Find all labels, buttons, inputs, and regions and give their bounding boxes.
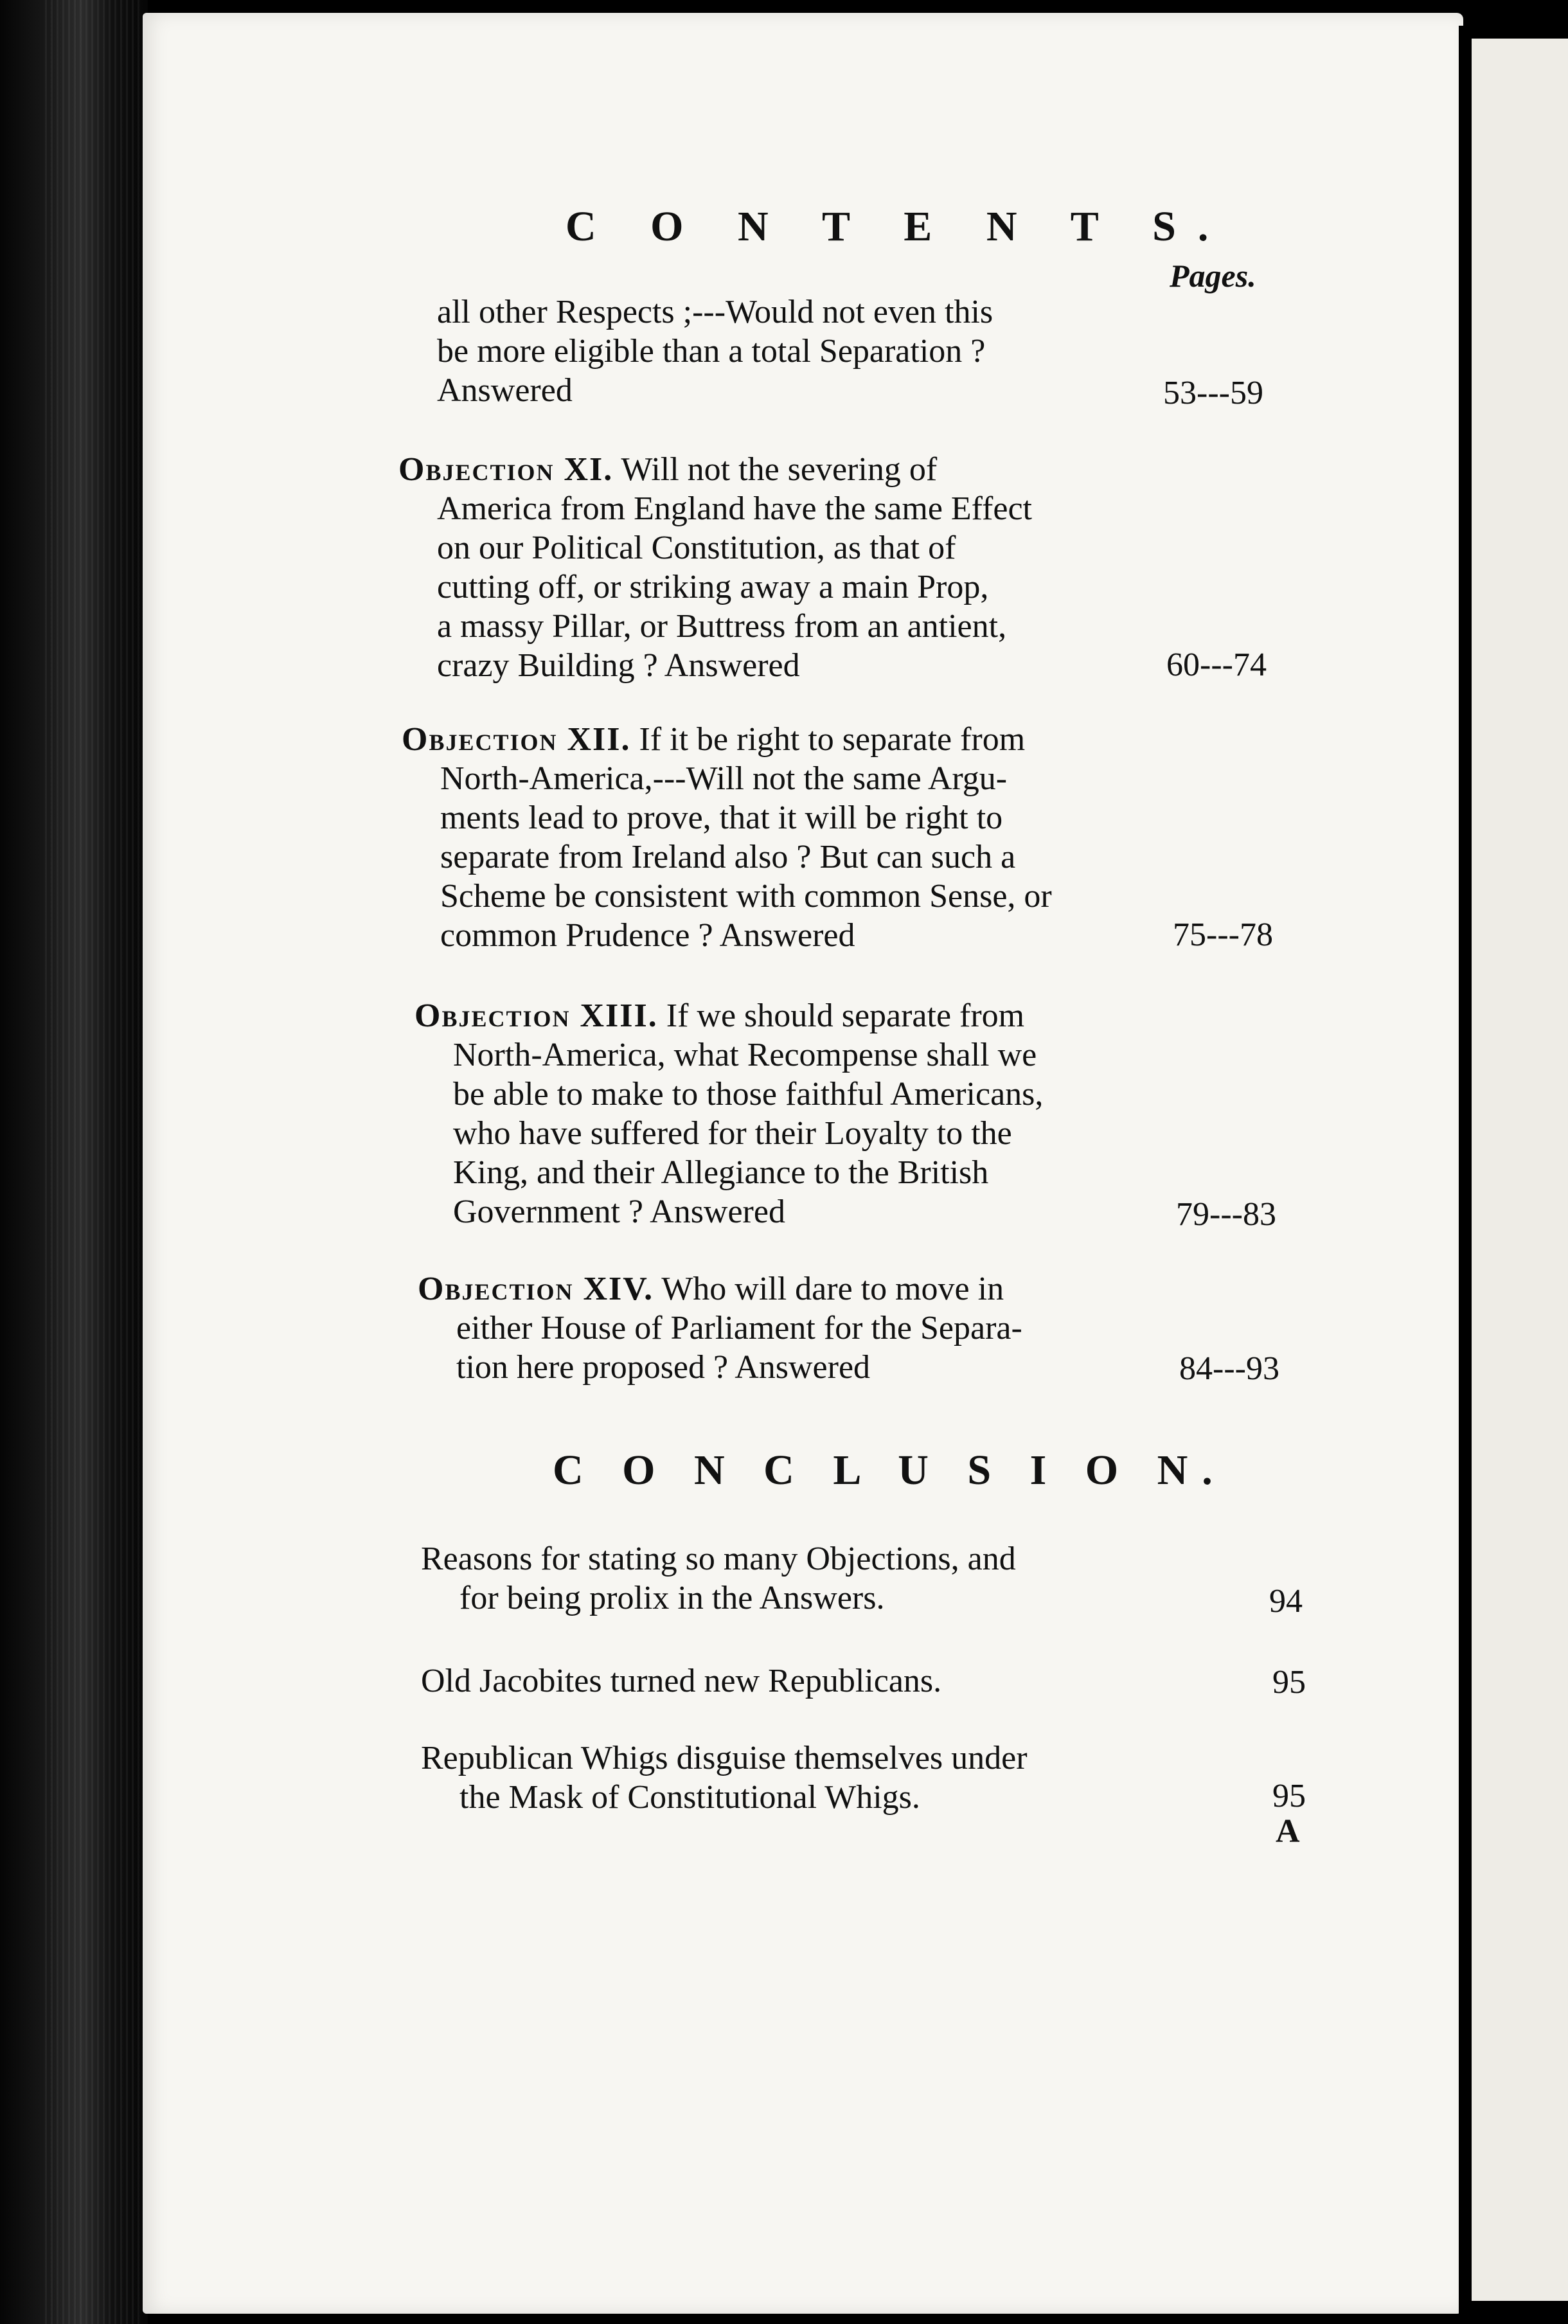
entry-line: all other Respects ;---Would not even this	[437, 294, 993, 330]
objection-label: Objection XIII.	[414, 997, 658, 1034]
contents-entry-objection-13	[414, 996, 1166, 1231]
conclusion-heading: C O N C L U S I O N.	[553, 1447, 1227, 1494]
entry-line: cutting off, or striking away a main Prop,	[437, 569, 989, 605]
entry-pages: 53---59	[1163, 375, 1263, 411]
entry-line: Answered	[437, 372, 573, 409]
entry-line: tion here proposed ? Answered	[456, 1349, 871, 1386]
entry-pages: 60---74	[1166, 647, 1267, 683]
entry-pages: 95	[1272, 1778, 1306, 1814]
contents-entry-objection-14	[418, 1269, 1170, 1387]
entry-line: for being prolix in the Answers.	[459, 1580, 885, 1616]
contents-heading: C O N T E N T S.	[566, 203, 1231, 250]
entry-line: If we should separate from	[666, 997, 1025, 1034]
entry-line: Government ? Answered	[453, 1193, 785, 1230]
contents-entry-objection-12	[402, 720, 1160, 955]
entry-line: be able to make to those faithful Americans,	[453, 1076, 1044, 1113]
entry-line: King, and their Allegiance to the British	[453, 1154, 989, 1191]
facing-page-edge	[1472, 39, 1568, 2301]
entry-pages: 84---93	[1179, 1350, 1279, 1387]
spine-texture	[45, 0, 141, 2324]
contents-entry-objection-11	[398, 450, 1157, 685]
entry-line: Who will dare to move in	[661, 1271, 1004, 1307]
contents-entry-continued	[437, 292, 1157, 410]
entry-pages: 95	[1272, 1664, 1306, 1701]
entry-line: common Prudence ? Answered	[440, 917, 855, 954]
objection-label: Objection XII.	[402, 721, 631, 758]
entry-line: If it be right to separate from	[639, 721, 1026, 758]
entry-line: who have suffered for their Loyalty to the	[453, 1115, 1012, 1152]
entry-line: a massy Pillar, or Buttress from an antient,	[437, 608, 1007, 645]
entry-line: crazy Building ? Answered	[437, 647, 800, 684]
objection-label: Objection XI.	[398, 451, 614, 488]
entry-line: Old Jacobites turned new Republicans.	[421, 1663, 942, 1699]
entry-line: either House of Parliament for the Separa-	[456, 1310, 1022, 1346]
entry-line: Reasons for stating so many Objections, and	[421, 1541, 1016, 1577]
entry-line: North-America,---Will not the same Argu-	[440, 760, 1008, 797]
entry-line: Republican Whigs disguise themselves under	[421, 1740, 1028, 1776]
entry-line: separate from Ireland also ? But can such a	[440, 839, 1016, 875]
signature-mark: A	[1276, 1813, 1300, 1850]
conclusion-item	[421, 1539, 1166, 1618]
entry-line: North-America, what Recompense shall we	[453, 1037, 1037, 1073]
entry-line: Will not the severing of	[621, 451, 938, 488]
entry-line: Scheme be consistent with common Sense, or	[440, 878, 1052, 915]
entry-pages: 79---83	[1176, 1196, 1276, 1233]
entry-line: the Mask of Constitutional Whigs.	[459, 1779, 920, 1816]
conclusion-item	[421, 1661, 1166, 1701]
pages-column-label: Pages.	[1170, 258, 1256, 294]
entry-line: ments lead to prove, that it will be right to	[440, 800, 1003, 836]
entry-line: America from England have the same Effect	[437, 490, 1032, 527]
entry-line: be more eligible than a total Separation ?	[437, 333, 986, 370]
page-gutter	[1459, 26, 1473, 2314]
conclusion-item	[421, 1739, 1166, 1817]
entry-pages: 75---78	[1173, 916, 1273, 953]
objection-label: Objection XIV.	[418, 1271, 654, 1307]
entry-line: on our Political Constitution, as that of	[437, 530, 956, 566]
entry-pages: 94	[1269, 1583, 1303, 1620]
